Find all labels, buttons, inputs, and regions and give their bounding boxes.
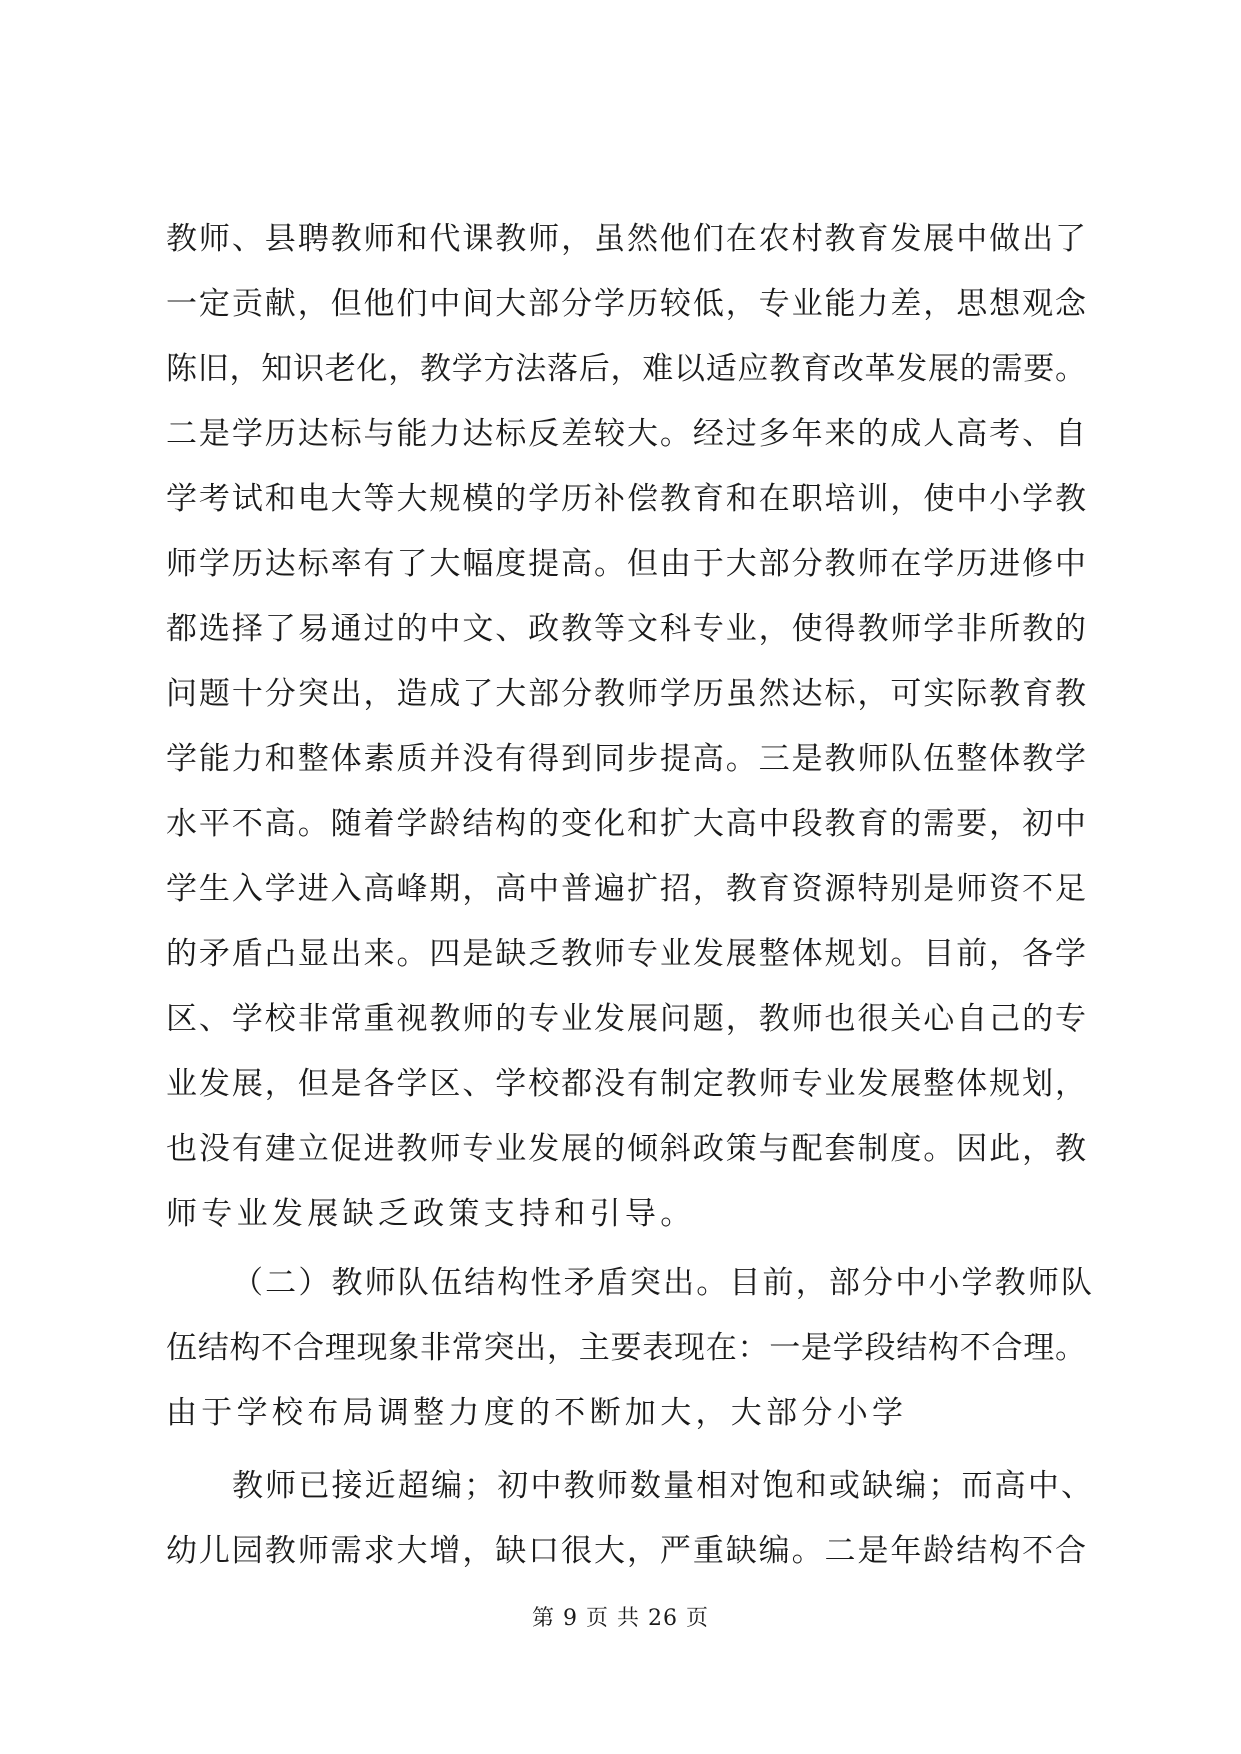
text-line: 也没有建立促进教师专业发展的倾斜政策与配套制度。因此，教 — [166, 1131, 1086, 1167]
text-line: 教师、县聘教师和代课教师，虽然他们在农村教育发展中做出了 — [166, 221, 1086, 257]
text-line: 区、学校非常重视教师的专业发展问题，教师也很关心自己的专 — [166, 1001, 1086, 1037]
text-line: 学生入学进入高峰期，高中普遍扩招，教育资源特别是师资不足 — [166, 871, 1086, 907]
text-line: 的矛盾凸显出来。四是缺乏教师专业发展整体规划。目前，各学 — [166, 936, 1086, 972]
text-line: 教师已接近超编；初中教师数量相对饱和或缺编；而高中、 — [232, 1468, 1092, 1504]
text-line: 陈旧，知识老化，教学方法落后，难以适应教育改革发展的需要。 — [166, 351, 1086, 387]
text-line: 由于学校布局调整力度的不断加大，大部分小学 — [166, 1395, 908, 1431]
text-line: 问题十分突出，造成了大部分教师学历虽然达标，可实际教育教 — [166, 676, 1086, 712]
text-line: 伍结构不合理现象非常突出，主要表现在：一是学段结构不合理。 — [166, 1330, 1086, 1366]
text-line: 幼儿园教师需求大增，缺口很大，严重缺编。二是年龄结构不合 — [166, 1533, 1086, 1569]
page-number-footer: 第 9 页 共 26 页 — [532, 1606, 709, 1631]
text-line: 学能力和整体素质并没有得到同步提高。三是教师队伍整体教学 — [166, 741, 1086, 777]
text-line: 师专业发展缺乏政策支持和引导。 — [166, 1196, 696, 1232]
text-line: 一定贡献，但他们中间大部分学历较低，专业能力差，思想观念 — [166, 286, 1086, 322]
text-line: 二是学历达标与能力达标反差较大。经过多年来的成人高考、自 — [166, 416, 1086, 452]
text-line: 师学历达标率有了大幅度提高。但由于大部分教师在学历进修中 — [166, 546, 1086, 582]
text-line: 水平不高。随着学龄结构的变化和扩大高中段教育的需要，初中 — [166, 806, 1086, 842]
section-heading-line: （二）教师队伍结构性矛盾突出。目前，部分中小学教师队 — [232, 1265, 1092, 1301]
text-line: 业发展，但是各学区、学校都没有制定教师专业发展整体规划， — [166, 1066, 1086, 1102]
text-line: 都选择了易通过的中文、政教等文科专业，使得教师学非所教的 — [166, 611, 1086, 647]
text-line: 学考试和电大等大规模的学历补偿教育和在职培训，使中小学教 — [166, 481, 1086, 517]
